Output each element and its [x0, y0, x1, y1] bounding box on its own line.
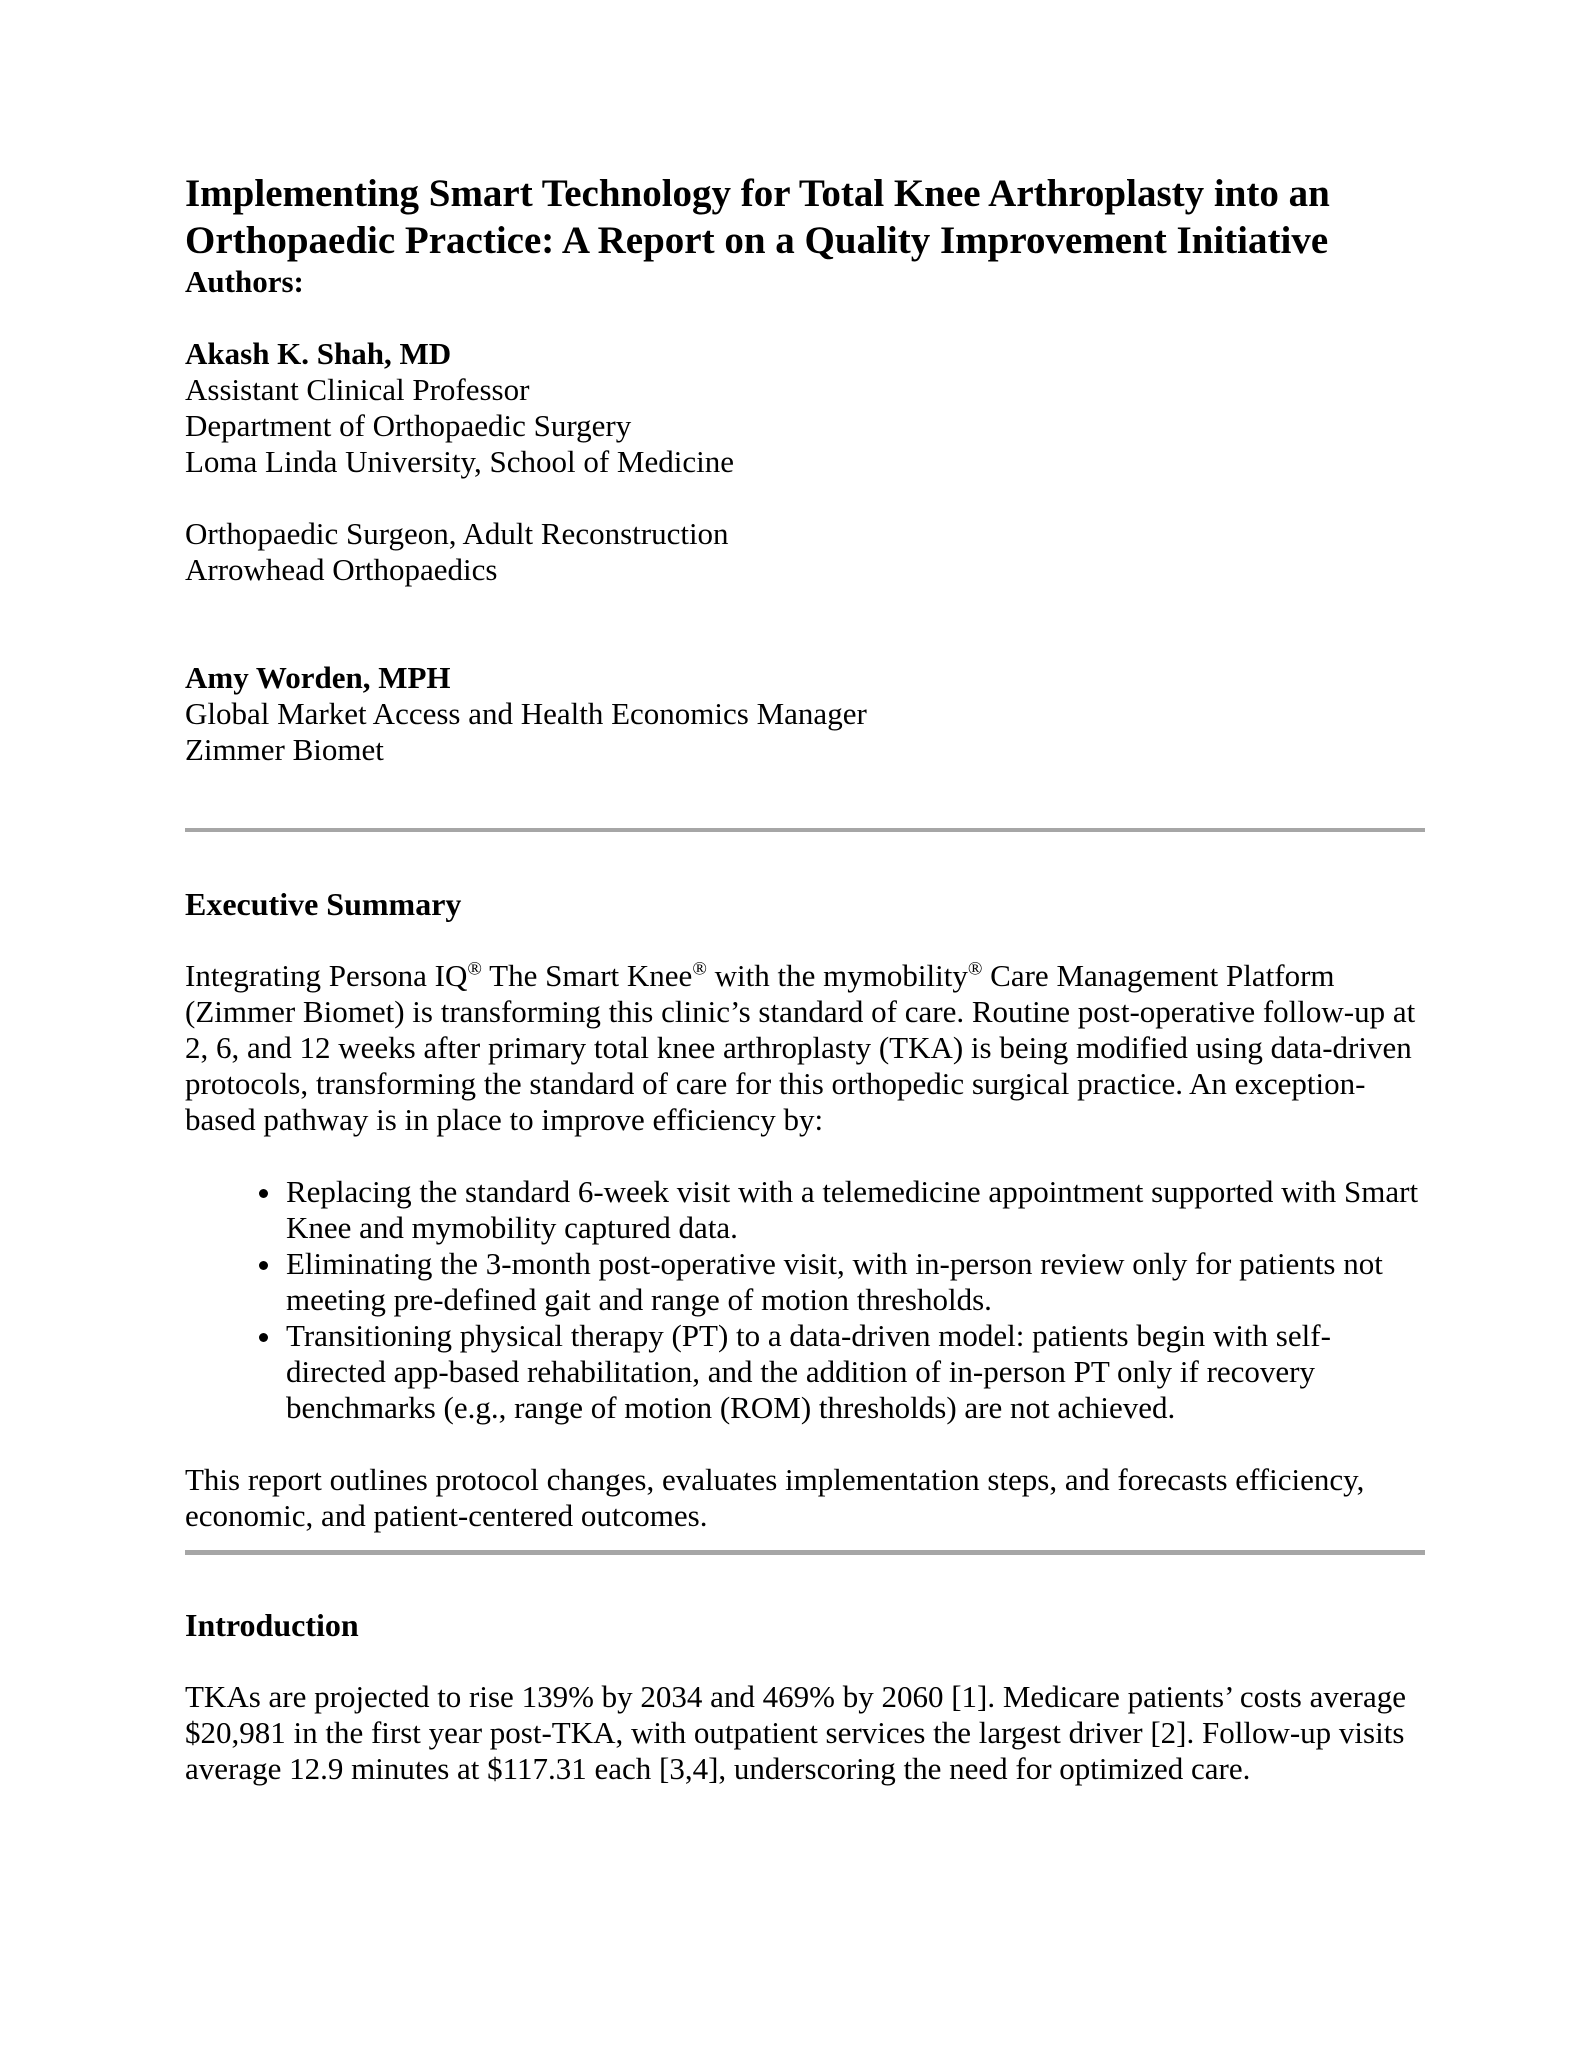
- bullet-item: • Transitioning physical therapy (PT) to a data-driven model: patients begin with self-directed app-based rehabilitation, and the addition of in-person PT only if recovery benchmarks (e.g., range of motion (ROM) thresholds) are not achieved.: [284, 1318, 1425, 1426]
- text-segment: The Smart Knee: [481, 958, 693, 993]
- text-segment: Care Management Platform (Zimmer Biomet) is transforming this clinic’s standard of care. Routine post-operative follow-up at 2, 6, and 12 weeks after primary total knee arthroplasty (TKA) is being modified using data-driven protocols, transforming the standard of care for this orthopedic surgical practice. An exception-based pathway is in place to improve efficiency by:: [185, 958, 1416, 1137]
- executive-summary-bullet-list: [185, 1174, 1425, 1426]
- introduction-paragraph: TKAs are projected to rise 139% by 2034 and 469% by 2060 [1]. Medicare patients’ costs average $20,981 in the first year post-TKA, with outpatient services the largest driver [2]. Follow-up visits average 12.9 minutes at $117.31 each [3,4], underscoring the need for optimized care.: [185, 1679, 1406, 1786]
- text-segment: with the mymobility: [706, 958, 968, 993]
- author-role-line: Assistant Clinical Professor: [185, 372, 530, 407]
- document-title: Implementing Smart Technology for Total Knee Arthroplasty into an Orthopaedic Practice: A Report on a Quality Improvement Initiative: [185, 172, 1330, 262]
- author-secondary-affiliation: [185, 516, 1425, 588]
- introduction-heading: Introduction: [185, 1607, 359, 1643]
- text-segment: Integrating Persona IQ: [185, 958, 468, 993]
- author-name: Akash K. Shah, MD: [185, 336, 452, 371]
- section-divider: [185, 1550, 1425, 1555]
- author-block-amy-worden: [185, 660, 1425, 768]
- bullet-item: • Eliminating the 3-month post-operative visit, with in-person review only for patients not meeting pre-defined gait and range of motion thresholds.: [284, 1246, 1425, 1318]
- author-role-line: Global Market Access and Health Economics Manager: [185, 696, 867, 731]
- registered-trademark-symbol: ®: [967, 958, 983, 980]
- author-role-line: Orthopaedic Surgeon, Adult Reconstruction: [185, 516, 729, 551]
- author-role-line: Zimmer Biomet: [185, 732, 384, 767]
- executive-summary-closing-paragraph: This report outlines protocol changes, evaluates implementation steps, and forecasts efficiency, economic, and patient-centered outcomes.: [185, 1462, 1365, 1533]
- registered-trademark-symbol: ®: [692, 958, 707, 980]
- author-block-akash-shah: [185, 336, 1425, 588]
- registered-trademark-symbol: ®: [467, 958, 482, 980]
- executive-summary-heading: Executive Summary: [185, 886, 462, 922]
- executive-summary-intro-paragraph: [185, 958, 1425, 1138]
- author-role-line: Arrowhead Orthopaedics: [185, 552, 498, 587]
- author-name: Amy Worden, MPH: [185, 660, 451, 695]
- bullet-item: • Replacing the standard 6-week visit with a telemedicine appointment supported with Smart Knee and mymobility captured data.: [284, 1174, 1425, 1246]
- author-role-line: Department of Orthopaedic Surgery: [185, 408, 632, 443]
- author-role-line: Loma Linda University, School of Medicine: [185, 444, 734, 479]
- authors-heading: Authors:: [185, 264, 304, 299]
- section-divider: [185, 828, 1425, 832]
